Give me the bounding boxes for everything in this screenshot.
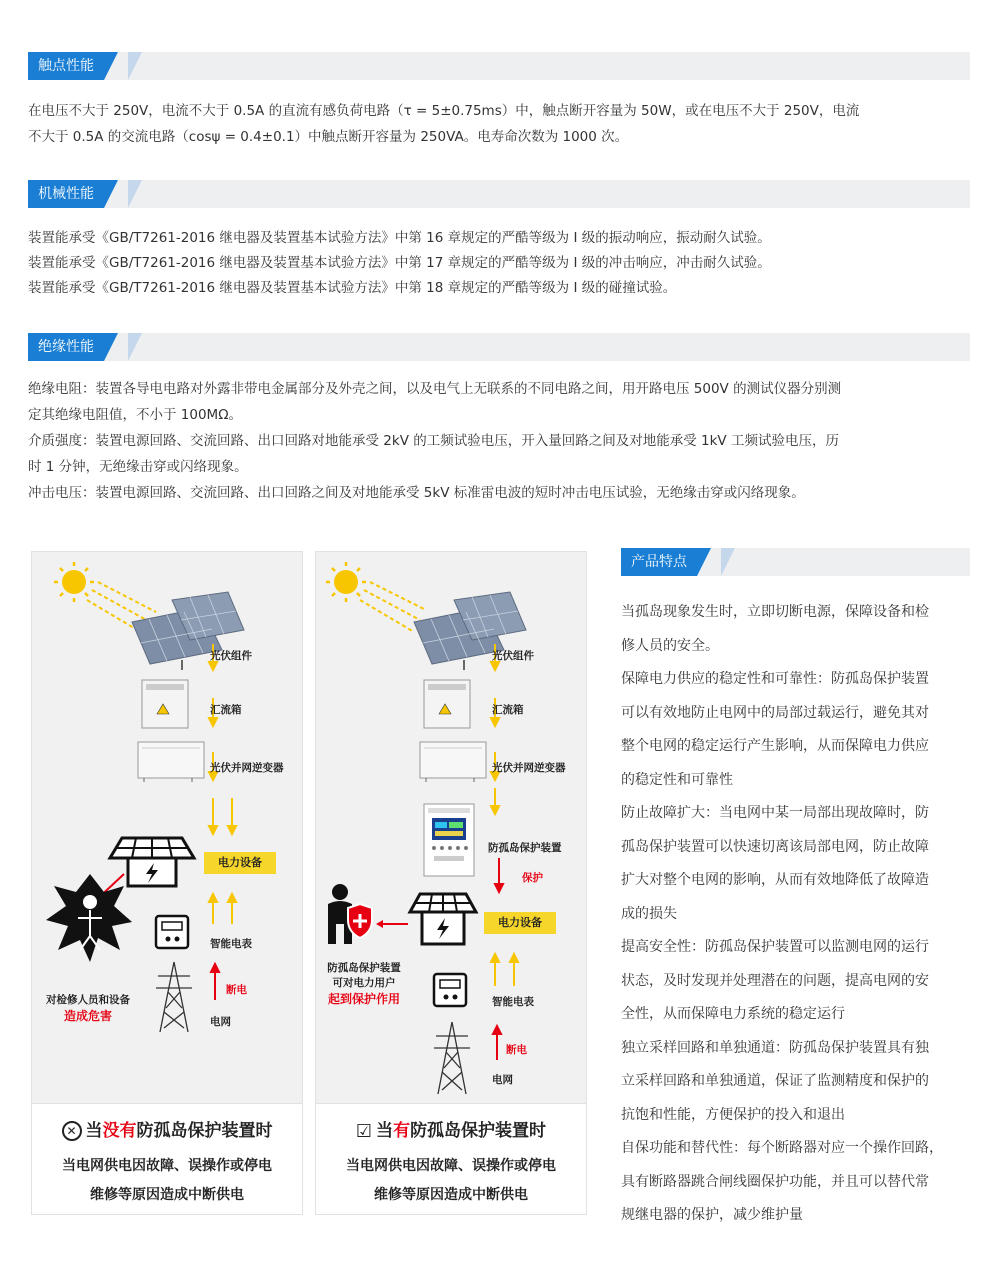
text-line: 整个电网的稳定运行产生影响，从而保障电力供应 (621, 738, 929, 754)
label-inverter: 光伏并网逆变器 (492, 762, 566, 774)
section-title: 产品特点 (621, 548, 697, 576)
text-line: 装置能承受《GB/T7261-2016 继电器及装置基本试验方法》中第 18 章规定的严酷等级为 I 级的碰撞试验。 (28, 280, 677, 296)
text-line: 定其绝缘电阻值，不小于 100MΩ。 (28, 407, 243, 423)
footer-desc (32, 1152, 302, 1210)
protected-person-icon (328, 884, 372, 944)
footer-desc (316, 1152, 586, 1210)
section-title: 机械性能 (28, 180, 104, 208)
diagram-footer (316, 1103, 586, 1214)
footer-title-highlight: 有 (393, 1121, 411, 1141)
diagram-graphics (316, 552, 586, 1104)
footer-title (32, 1116, 302, 1141)
label-cutoff: 断电 (226, 984, 247, 996)
label-meter: 智能电表 (492, 996, 534, 1008)
text-line: 介质强度：装置电源回路、交流回路、出口回路对地能承受 2kV 的工频试验电压，开入量回路之间及对地能承受 1kV 工频试验电压，历 (28, 433, 839, 449)
house-power-icon (410, 894, 476, 944)
footer-title-post: 防孤岛保护装置时 (410, 1121, 547, 1141)
text-line: 可以有效地防止电网中的局部过载运行，避免其对 (621, 704, 929, 721)
checkbox-checked-icon: ☑ (355, 1120, 373, 1142)
label-protect: 保护 (522, 872, 543, 884)
text-line: 抗饱和性能，方便保护的投入和退出 (621, 1106, 845, 1123)
section-title: 绝缘性能 (28, 333, 104, 361)
text-line: 时 1 分钟，无绝缘击穿或闪络现象。 (28, 459, 248, 475)
text-line: 自保功能和替代性：每个断路器对应一个操作回路， (621, 1140, 943, 1156)
label-equipment: 电力设备 (484, 912, 556, 934)
text-line: 装置能承受《GB/T7261-2016 继电器及装置基本试验方法》中第 17 章规定的严酷等级为 I 级的冲击响应，冲击耐久试验。 (28, 255, 771, 271)
combiner-box-icon (142, 680, 188, 728)
text-line: 全性，从而保障电力系统的稳定运行 (621, 1006, 845, 1022)
features-list (621, 596, 973, 1233)
text-line: 独立采样回路和单独通道：防孤岛保护装置具有独 (621, 1039, 929, 1056)
footer-desc-line: 维修等原因造成中断供电 (90, 1187, 244, 1203)
section-title: 触点性能 (28, 52, 104, 80)
text-line: 当孤岛现象发生时，立即切断电源，保障设备和检 (621, 604, 929, 620)
label-inverter: 光伏并网逆变器 (210, 762, 284, 774)
text-line: 立采样回路和单独通道，保证了监测精度和保护的 (621, 1073, 929, 1089)
mechanical-paragraph (28, 226, 972, 301)
electrocuted-person-icon (46, 874, 132, 962)
label-line: 对检修人员和设备 (46, 994, 130, 1006)
footer-title (316, 1116, 586, 1142)
protect-arrow (495, 858, 503, 892)
footer-desc-line: 维修等原因造成中断供电 (374, 1187, 528, 1203)
section-header-insulation (28, 333, 970, 361)
label-combiner: 汇流箱 (492, 704, 524, 716)
diagram-with-protector (315, 551, 587, 1215)
header-decoration (128, 52, 142, 80)
label-line: 造成危害 (63, 1009, 112, 1023)
label-line: 起到保护作用 (327, 992, 400, 1006)
diagram-footer (32, 1103, 302, 1214)
text-line: 在电压不大于 250V，电流不大于 0.5A 的直流有感负荷电路（τ = 5±0.75ms）中，触点断开容量为 50W，或在电压不大于 250V，电流 (28, 103, 860, 119)
smart-meter-icon (434, 974, 466, 1006)
text-line: 防止故障扩大：当电网中某一局部出现故障时，防 (621, 805, 929, 821)
combiner-box-icon (424, 680, 470, 728)
text-line: 保障电力供应的稳定性和可靠性：防孤岛保护装置 (621, 671, 929, 687)
section-header-features (621, 548, 970, 576)
label-grid: 电网 (210, 1016, 231, 1028)
inverter-icon (420, 742, 486, 782)
text-line: 状态，及时发现并处理潜在的问题，提高电网的安 (621, 972, 929, 989)
text-line: 成的损失 (621, 905, 677, 922)
footer-title-post: 防孤岛保护装置时 (136, 1121, 273, 1141)
house-to-user-arrow (376, 920, 408, 928)
text-line: 具有断路器跳合闸线圈保护功能，并且可以替代常 (621, 1173, 929, 1190)
cutoff-arrow (211, 964, 219, 1000)
footer-title-pre: 当 (85, 1121, 103, 1141)
flow-arrows (491, 644, 518, 986)
sun-icon (326, 562, 366, 602)
label-equipment: 电力设备 (204, 852, 276, 874)
section-header-contact (28, 52, 970, 80)
label-line: 可对电力用户 (332, 977, 396, 989)
label-meter: 智能电表 (210, 938, 252, 950)
label-cutoff: 断电 (506, 1044, 527, 1056)
text-line: 的稳定性和可靠性 (621, 771, 733, 788)
diagram-without-protector (31, 551, 303, 1215)
label-pv: 光伏组件 (210, 650, 252, 662)
transmission-tower-icon (434, 1022, 470, 1094)
text-line: 修人员的安全。 (621, 637, 719, 654)
text-line: 不大于 0.5A 的交流电路（cosψ = 0.4±0.1）中触点断开容量为 250VA。电寿命次数为 1000 次。 (28, 129, 629, 145)
insulation-paragraph (28, 376, 972, 506)
house-power-icon (110, 838, 194, 886)
footer-title-pre: 当 (376, 1121, 394, 1141)
text-line: 提高安全性：防孤岛保护装置可以监测电网的运行 (621, 939, 929, 955)
cutoff-arrow (493, 1026, 501, 1060)
header-decoration (128, 180, 142, 208)
label-victim (40, 992, 136, 1024)
protector-device-icon (424, 804, 474, 876)
label-pv: 光伏组件 (492, 650, 534, 662)
text-line: 冲击电压：装置电源回路、交流回路、出口回路之间及对地能承受 5kV 标准雷电波的短时冲击电压试验，无绝缘击穿或闪络现象。 (28, 485, 805, 501)
label-line: 防孤岛保护装置 (327, 962, 401, 974)
label-combiner: 汇流箱 (210, 704, 242, 716)
footer-desc-line: 当电网供电因故障、误操作或停电 (62, 1158, 272, 1174)
label-grid: 电网 (492, 1074, 513, 1086)
inverter-icon (138, 742, 204, 782)
flow-arrows (209, 644, 236, 924)
footer-desc-line: 当电网供电因故障、误操作或停电 (346, 1158, 556, 1174)
label-protector: 防孤岛保护装置 (488, 842, 562, 854)
header-decoration (128, 333, 142, 361)
header-decoration (721, 548, 735, 576)
text-line: 装置能承受《GB/T7261-2016 继电器及装置基本试验方法》中第 16 章规定的严酷等级为 I 级的振动响应，振动耐久试验。 (28, 230, 771, 246)
section-header-mechanical (28, 180, 970, 208)
no-icon: ✕ (62, 1121, 82, 1141)
footer-title-highlight: 没有 (102, 1121, 137, 1141)
text-line: 孤岛保护装置可以快速切离该局部电网，防止故障 (621, 838, 929, 855)
contact-paragraph (28, 98, 972, 150)
text-line: 绝缘电阻：装置各导电电路对外露非带电金属部分及外壳之间，以及电气上无联系的不同电路之间，用开路电压 500V 的测试仪器分别测 (28, 381, 842, 397)
transmission-tower-icon (156, 962, 192, 1032)
sun-icon (54, 562, 94, 602)
smart-meter-icon (156, 916, 188, 948)
label-user-protection (318, 960, 410, 1007)
text-line: 规继电器的保护，减少维护量 (621, 1207, 803, 1223)
text-line: 扩大对整个电网的影响，从而有效地降低了故障造 (621, 872, 929, 888)
